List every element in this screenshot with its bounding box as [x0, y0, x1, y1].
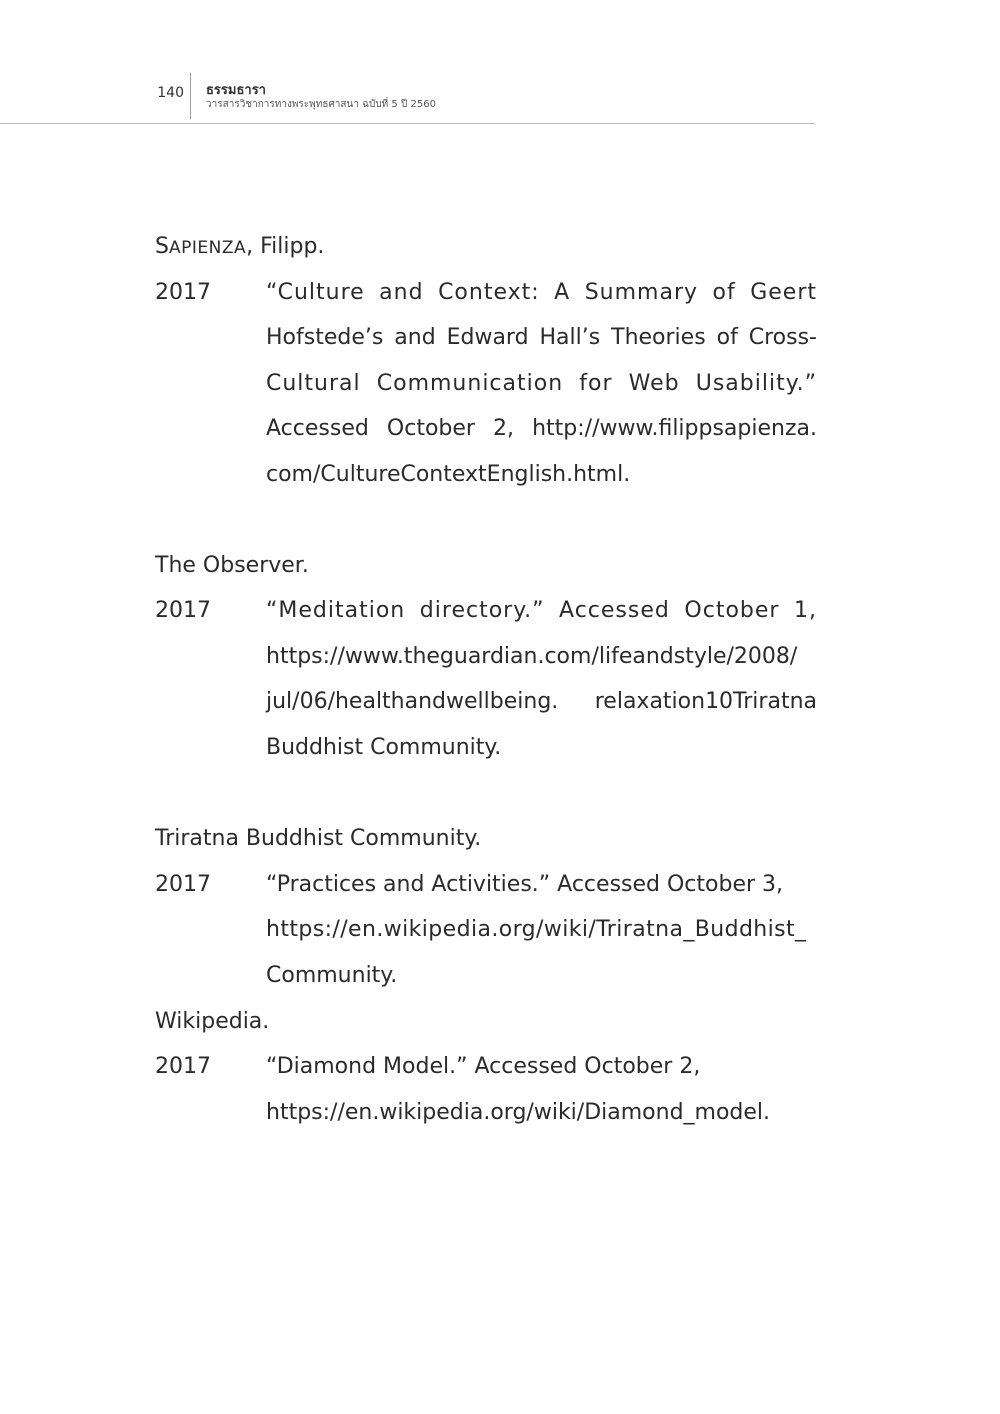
reference-year: 2017 [155, 1054, 211, 1079]
reference-text-line: Hofstede’s and Edward Hall’s Theories of Cross- [266, 325, 817, 350]
reference-author [155, 233, 324, 262]
reference-text-line: “Culture and Context: A Summary of Geert [266, 280, 817, 305]
reference-text-line: https://en.wikipedia.org/wiki/Diamond_model. [266, 1100, 771, 1125]
reference-text-line: com/CultureContextEnglish.html. [266, 462, 631, 487]
reference-year: 2017 [155, 872, 211, 897]
journal-name: ธรรมธารา [206, 83, 266, 98]
reference-text-line: jul/06/healthandwellbeing. relaxation10Triratna [266, 689, 817, 714]
reference-text-line: Cultural Communication for Web Usability.” [266, 371, 817, 396]
author-smallcaps: APIENZA [168, 238, 247, 258]
reference-author: The Observer. [155, 553, 309, 578]
reference-text-line: Buddhist Community. [266, 735, 502, 760]
page-number: 140 [157, 85, 184, 101]
reference-author: Triratna Buddhist Community. [155, 826, 482, 851]
reference-year: 2017 [155, 598, 211, 623]
reference-text-line: Community. [266, 963, 398, 988]
reference-author: Wikipedia. [155, 1009, 270, 1034]
reference-text-line: Accessed October 2, http://www.filippsapienza. [266, 416, 817, 441]
reference-text-line: “Meditation directory.” Accessed October 1, [266, 598, 817, 623]
reference-text-line: “Diamond Model.” Accessed October 2, [266, 1054, 701, 1079]
reference-text-line: “Practices and Activities.” Accessed October 3, [266, 872, 784, 897]
author-suffix: , Filipp. [246, 234, 325, 259]
reference-text-line: https://en.wikipedia.org/wiki/Triratna_Buddhist_ [266, 917, 807, 942]
page-header [0, 0, 1000, 125]
header-rule [0, 123, 815, 124]
author-initial: S [155, 234, 169, 259]
header-divider [190, 73, 191, 119]
journal-subtitle: วารสารวิชาการทางพระพุทธศาสนา ฉบับที่ 5 ปี 2560 [206, 99, 436, 110]
reference-year: 2017 [155, 280, 211, 305]
reference-text-line: https://www.theguardian.com/lifeandstyle/2008/ [266, 644, 798, 669]
